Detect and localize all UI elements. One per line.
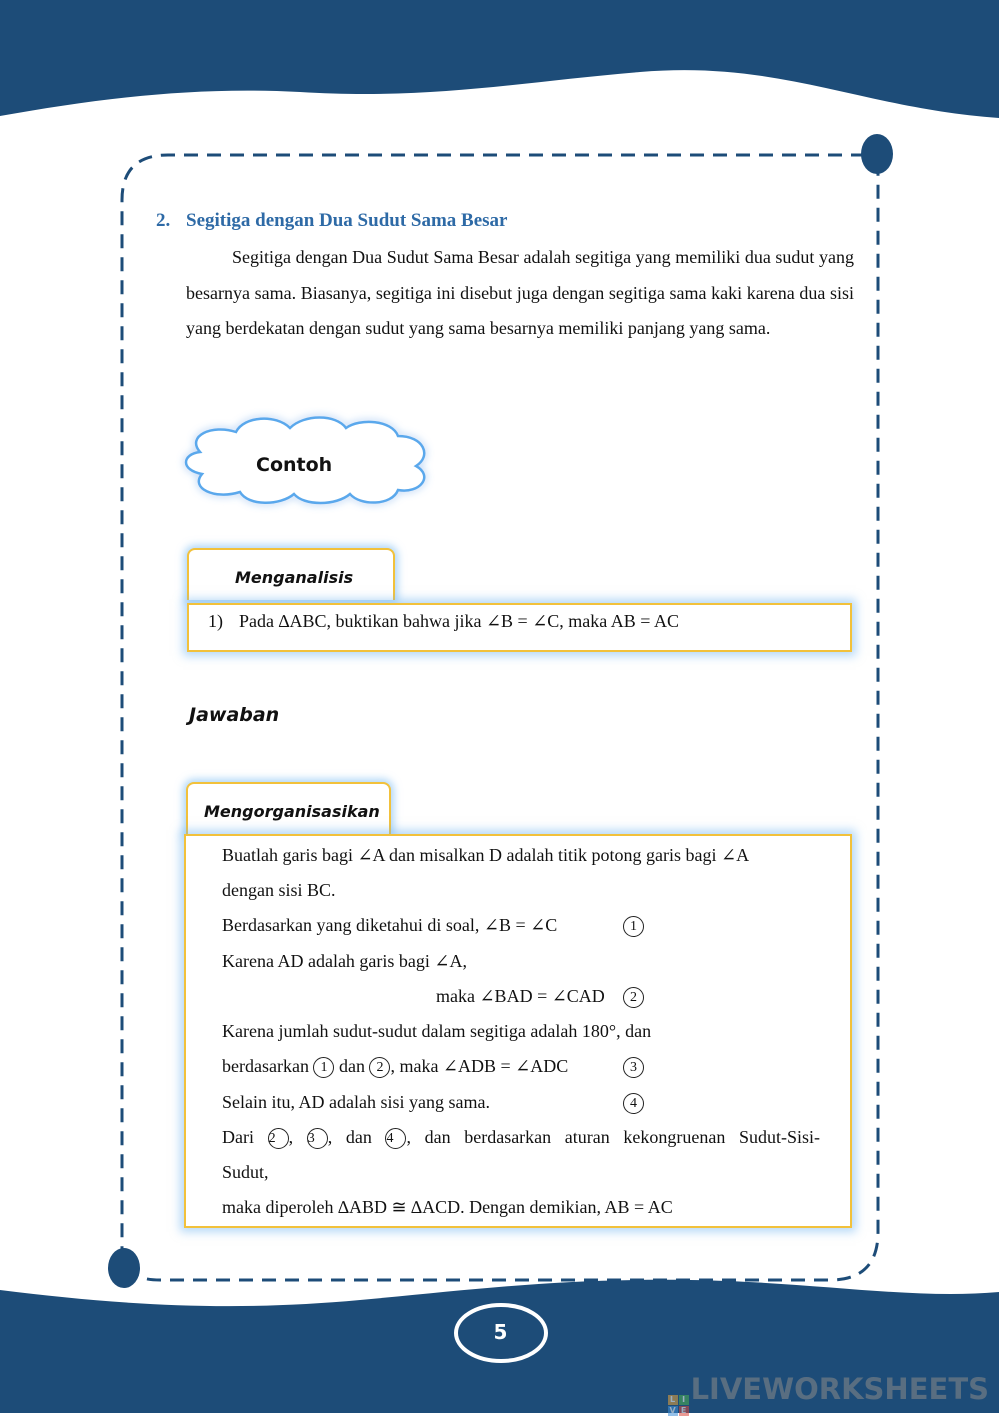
watermark-text: LIVEWORKSHEETS (690, 1372, 989, 1406)
frame-dot-bottom (108, 1248, 140, 1288)
proof-line-9-part-a: Dari (222, 1127, 254, 1147)
intro-text: Segitiga dengan Dua Sudut Sama Besar adalah segitiga yang memiliki dua sudut yang besarnya sama. Biasanya, segitiga ini disebut juga dengan segitiga sama kaki karena dua sisi yang berdekatan dengan sudut yang sama besarnya memiliki panjang yang sama. (186, 247, 854, 338)
marker-1: 1 (623, 916, 644, 937)
proof-line-6: Karena jumlah sudut-sudut dalam segitiga adalah 180°, dan (222, 1021, 652, 1041)
section-title: Segitiga dengan Dua Sudut Sama Besar (186, 210, 508, 231)
proof-line-11: maka diperoleh ∆ABD ≅ ∆ACD. Dengan demikian, AB = AC (222, 1197, 673, 1217)
proof-line-10: Sudut, (222, 1162, 269, 1182)
proof-line-5 (436, 986, 605, 1007)
proof-line-8: Selain itu, AD adalah sisi yang sama. (222, 1092, 490, 1112)
inline-marker-1: 1 (313, 1057, 334, 1078)
example-cloud-label: Contoh (256, 454, 333, 476)
proof-line-7-part-b: dan (338, 1056, 365, 1076)
proof-line-9-part-c: , dan (327, 1127, 372, 1147)
inline-marker-2b: 2 (268, 1128, 289, 1149)
header-wave (0, 0, 999, 118)
answer-heading: Jawaban (189, 704, 280, 726)
proof-line-3-text: Berdasarkan yang diketahui di soal, ∠B = ∠C (222, 915, 558, 935)
proof-line-7-part-c: , maka ∠ADB = ∠ADC (390, 1056, 569, 1076)
marker-3: 3 (623, 1057, 644, 1078)
section-heading (156, 210, 507, 232)
analysis-question (208, 611, 679, 632)
proof-line-7-part-a: berdasarkan (222, 1056, 309, 1076)
inline-marker-2: 2 (369, 1057, 390, 1078)
marker-2: 2 (623, 987, 644, 1008)
liveworksheets-logo-icon: L I V E (668, 1395, 689, 1416)
section-number: 2. (156, 210, 171, 231)
analysis-tab: Menganalisis (187, 548, 395, 600)
liveworksheets-watermark (668, 1372, 989, 1416)
proof-line-4: Karena AD adalah garis bagi ∠A, (222, 951, 467, 971)
page-number: 5 (493, 1320, 508, 1344)
inline-marker-3: 3 (307, 1128, 328, 1149)
organize-tab: Mengorganisasikan (186, 782, 391, 834)
frame-dot-top (861, 134, 893, 174)
question-text: Pada ∆ABC, buktikan bahwa jika ∠B = ∠C, maka AB = AC (239, 611, 679, 631)
intro-paragraph (186, 240, 854, 347)
marker-4: 4 (623, 1093, 644, 1114)
proof-line-3 (222, 915, 557, 936)
proof-line-9-part-d: , dan berdasarkan aturan kekongruenan Sudut-Sisi- (406, 1127, 820, 1147)
proof-line-9-part-b: , (288, 1127, 294, 1147)
inline-marker-4: 4 (385, 1128, 406, 1149)
proof-line-1: Buatlah garis bagi ∠A dan misalkan D adalah titik potong garis bagi ∠A (222, 845, 750, 865)
proof-line-9 (222, 1127, 820, 1149)
proof-line-2: dengan sisi BC. (222, 880, 336, 900)
proof-line-5-text: maka ∠BAD = ∠CAD (436, 986, 605, 1006)
question-number: 1) (208, 611, 223, 631)
proof-line-7 (222, 1056, 568, 1078)
